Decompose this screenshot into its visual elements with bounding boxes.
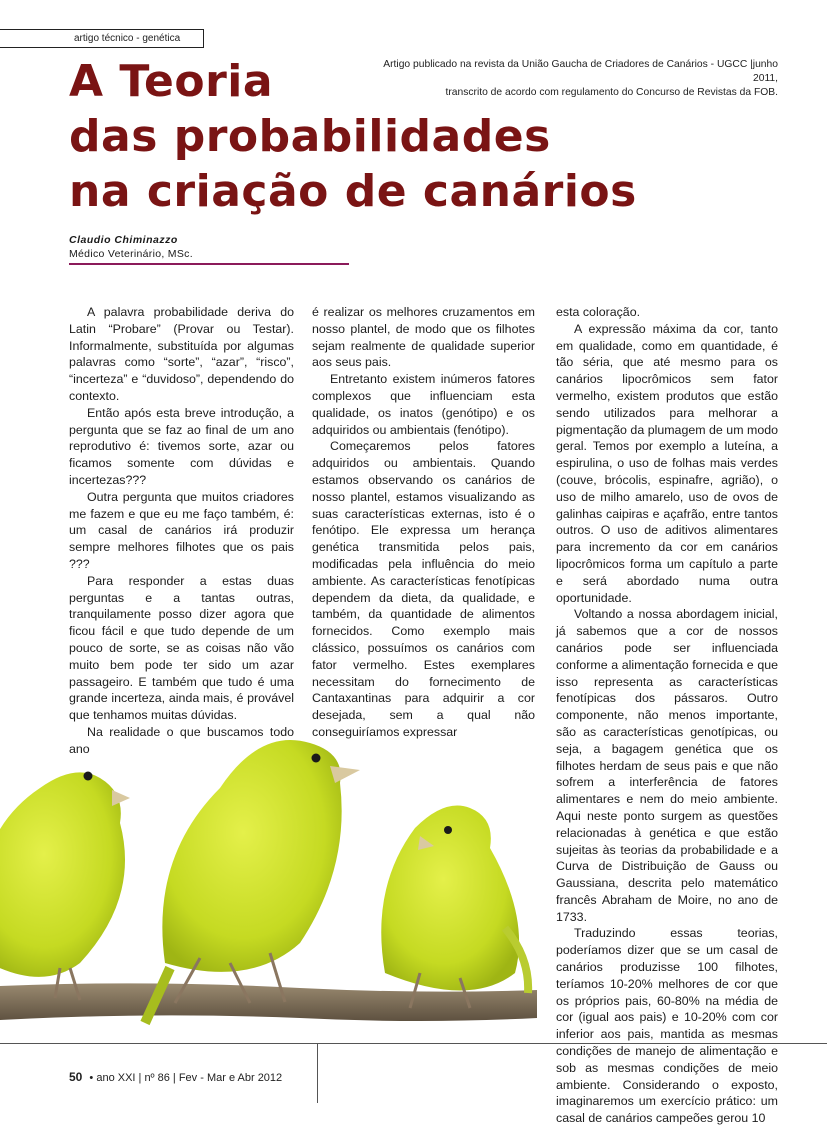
article-title-line1: A Teoria: [69, 56, 274, 107]
author-role: Médico Veterinário, MSc.: [69, 248, 193, 260]
article-title: [69, 54, 637, 219]
section-tag: artigo técnico - genética: [0, 29, 204, 48]
paragraph: Para responder a estas duas perguntas e a tantas outras, tranquilamente posso dizer agora que ficou fácil e que tudo depende de um pouco de sorte, se as coisas não vão muito bem pode ter sido um azar passageiro. E também que tudo é uma grande incerteza, ainda mais, é provável que tenhamos muitas dúvidas.: [69, 573, 294, 723]
text-column-1: [69, 304, 294, 758]
publication-note-line1: Artigo publicado na revista da União Gaucha de Criadores de Canários - UGCC |junho 2011,: [383, 59, 778, 84]
author-block: [69, 233, 349, 265]
publication-note-line2: transcrito de acordo com regulamento do Concurso de Revistas da FOB.: [445, 87, 778, 98]
article-title-line3: na criação de canários: [69, 166, 637, 217]
canaries-photo: [0, 718, 537, 1043]
paragraph-continuation: é realizar os melhores cruzamentos em nosso plantel, de modo que os filhotes sejam realmente de qualidade superior aos seus pais.: [312, 305, 535, 370]
issue-info: • ano XXI | nº 86 | Fev - Mar e Abr 2012: [89, 1072, 283, 1084]
footer-divider: [317, 1043, 318, 1103]
page-number: 50: [69, 1070, 83, 1084]
text-column-3: [556, 304, 778, 1127]
canary-middle: [145, 740, 360, 1023]
paragraph: A expressão máxima da cor, tanto em qualidade, como em quantidade, é tão séria, que até mesmo para os canários lipocrômicos sem fator vermelho, existem produtos que estão sendo utilizados para melhorar a pigmentação da plumagem de um modo geral. Temos por exemplo a luteína, a espirulina, o uso de folhas mais verdes (couve, brócolis, espinafre, agrião), o uso de milho amarelo, uso de ovos de galinhas caipiras e açafrão, entre tantos outros. O uso de aditivos alimentares para incremento da cor em canários lipocrômicos forma um capítulo a parte e será abordado numa outra oportunidade.: [556, 321, 778, 605]
author-name: Claudio Chiminazzo: [69, 234, 178, 246]
paragraph: Então após esta breve introdução, a pergunta que se faz ao final de um ano reprodutivo é: tivemos sorte, azar ou ficamos somente com dúvidas e incertezas???: [69, 405, 294, 487]
article-title-line2: das probabilidades: [69, 111, 551, 162]
paragraph-continuation: esta coloração.: [556, 305, 641, 319]
paragraph: Voltando a nossa abordagem inicial, já sabemos que a cor de nossos canários pode ser influenciada conforme a alimentação fornecida e que isso representa as características fenotípicas dos pássaros. Outro componente, não menos importante, são as características genotípicas, ou seja, a bagagem genética que os filhotes herdam de seus pais e que não sofrem a interferência de fatores alimentares e nem do meio ambiente. Aqui neste ponto surgem as questões relacionadas à genética e que estão sujeitas às teorias da probabilidade e a Curva de Distribuição de Gauss ou Gaussiana, descrita pelo matemático francês Abraham de Moire, no ano de 1733.: [556, 607, 778, 924]
paragraph: A palavra probabilidade deriva do Latin “Probare” (Provar ou Testar). Informalmente, substituída por algumas palavras como “sorte”, “azar”, “risco”, “incerteza” e “duvidoso”, dependendo do contexto.: [69, 305, 294, 403]
text-column-2: [312, 304, 535, 741]
paragraph: Outra pergunta que muitos criadores me fazem e que eu me faço também, é: um casal de canários irá produzir sempre melhores filhotes que os pais ???: [69, 489, 294, 571]
paragraph: Na realidade o que buscamos todo ano: [69, 724, 294, 756]
paragraph: Entretanto existem inúmeros fatores complexos que influenciam esta qualidade, os inatos (genótipo) e os adquiridos ou ambientais (fenótipo).: [312, 372, 535, 437]
canary-left: [0, 772, 130, 1001]
paragraph: Começaremos pelos fatores adquiridos ou ambientais. Quando estamos observando os canários de nosso plantel, estamos visualizando as suas características externas, isto é o fenótipo. Ele expressa um herança genética transmitida pelos pais, modificadas pela influência do meio ambiente. As características fenotípicas dependem da dieta, da qualidade, e também, da quantidade de alimentos fornecidos. Como exemplo mais clássico, possuímos os canários com fator vermelho. Estes exemplares necessitam do fornecimento de Cantaxantinas para adquirir a cor desejada, sem a qual não conseguiríamos expressar: [312, 439, 535, 739]
footer-rule: [0, 1043, 827, 1044]
footer-folio: [69, 1070, 282, 1084]
paragraph: Traduzindo essas teorias, poderíamos dizer que se um casal de canários produzisse 100 filhotes, teríamos 10-20% melhores de cor que os próprios pais, 60-80% na média de cor (igual aos pais) e 10-20% com cor inferior aos pais, mantida as mesmas condições de manejo de alimentação e sob as mesmas condições de meio ambiente. Considerando o exposto, imaginaremos um exercício prático: um casal de canários campeões gerou 10: [556, 926, 778, 1126]
canary-right: [381, 806, 528, 1009]
